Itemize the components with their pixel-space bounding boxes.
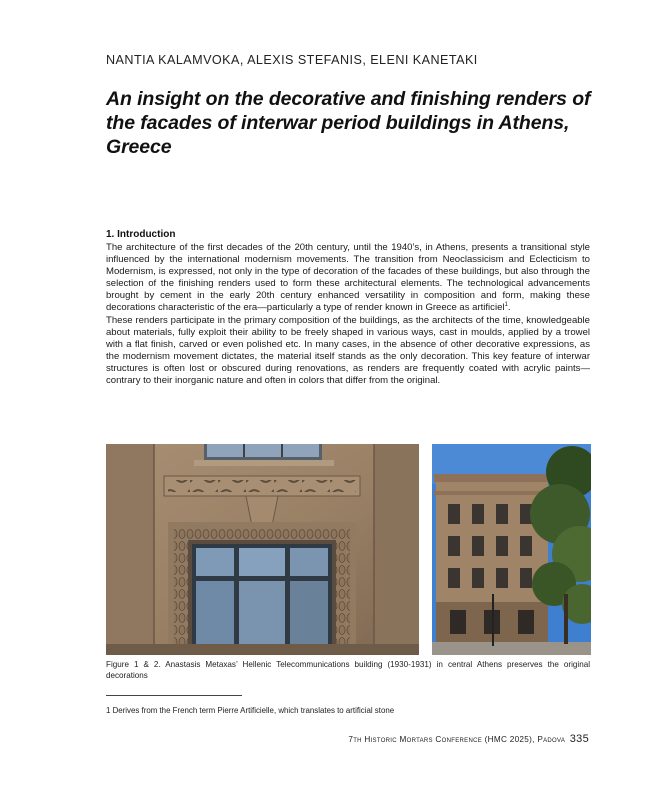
paper-title: An insight on the decorative and finishing renders of the facades of interwar period buildings in Athens, Greece bbox=[106, 88, 591, 158]
figure-caption: Figure 1 & 2. Anastasis Metaxas’ Hellenic Telecommunications building (1930-1931) in central Athens preserves the original decorations bbox=[106, 660, 590, 680]
footnote-divider bbox=[106, 695, 242, 696]
footnote-ref[interactable]: 1 bbox=[504, 302, 508, 309]
figure-2-building-photo bbox=[432, 444, 591, 655]
paragraph-1 bbox=[106, 242, 590, 315]
paragraph-1-text: The architecture of the first decades of the 20th century, until the 1940’s, in Athens, presents a transitional style influenced by the international modernism movements. The transition from Neoclassicism and Eclecticism to Modernism, is expressed, not only in the type of decoration of the facades of these buildings, but also through the selection of the finishing renders used to form these architectural elements. The technological advancements brought by cement in the early 20th century enhanced versatility in composition and form, making these decorations characteristic of the era—particularly a type of render known in Greece as artificiel bbox=[106, 242, 590, 314]
footnote: 1 Derives from the French term Pierre Artificielle, which translates to artificial stone bbox=[106, 706, 395, 715]
running-footer bbox=[348, 733, 589, 745]
page-number: 335 bbox=[569, 733, 589, 745]
section-heading: 1. Introduction bbox=[106, 229, 176, 240]
paragraph-2: These renders participate in the primary composition of the buildings, as the architects of the time, knowledgeable about materials, fully exploit their ability to be freely shaped in various ways, cast in moulds, applied by a trowel with a flat finish, carved or even polished etc. In many cases, in the absence of other decorative expressions, as the modernism movement dictates, the material itself stands as the only decoration. This key feature of interwar structures is often lost or obscured during renovations, as renders are frequently coated with acrylic paints—contrary to their inorganic nature and often in colors that differ from the original. bbox=[106, 314, 590, 387]
conference-name: 7th Historic Mortars Conference (HMC 2025), Padova bbox=[348, 735, 566, 744]
body-text bbox=[106, 242, 590, 387]
figure-1-facade-photo bbox=[106, 444, 419, 655]
authors: NANTIA KALAMVOKA, ALEXIS STEFANIS, ELENI KANETAKI bbox=[106, 53, 478, 67]
paragraph-1-end: . bbox=[507, 302, 511, 314]
